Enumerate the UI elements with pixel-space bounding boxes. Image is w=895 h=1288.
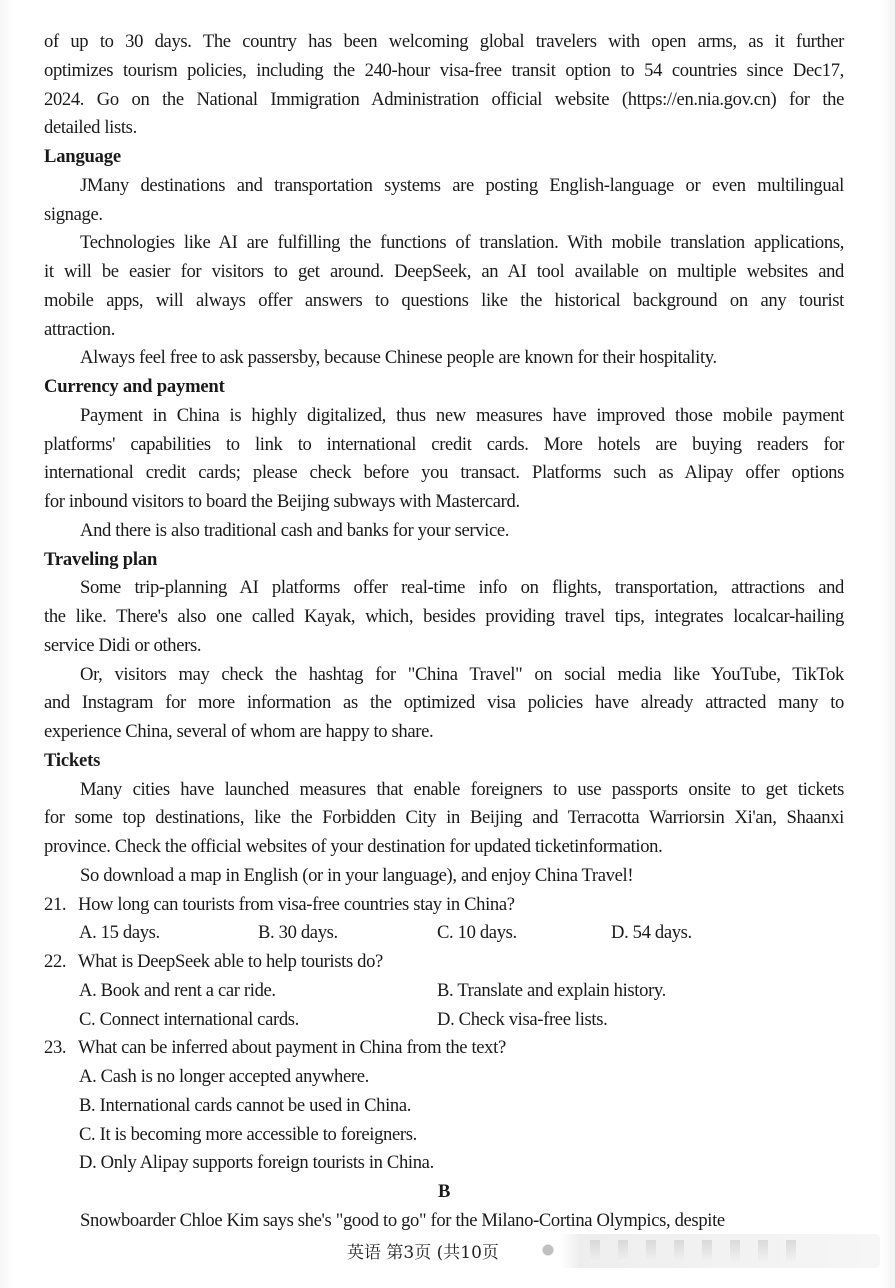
text-line: optimizes tourism policies, including the 240-hour visa-free transit option to 54 countries since Dec17, [44,59,844,81]
option-a[interactable]: A. Book and rent a car ride. [79,979,276,1001]
text-line: Or, visitors may check the hashtag for "China Travel" on social media like YouTube, TikTok [80,663,844,685]
question-21 [44,891,844,949]
text-line: JMany destinations and transportation systems are posting English-language or even multilingual [80,174,844,196]
options-row [44,919,844,948]
option-d[interactable]: D. 54 days. [611,922,692,944]
question-text: What can be inferred about payment in China from the text? [78,1037,506,1059]
option-c[interactable]: C. 10 days. [437,922,517,944]
option-a[interactable]: A. Cash is no longer accepted anywhere. [79,1066,369,1087]
text-line: So download a map in English (or in your language), and enjoy China Travel! [80,864,634,886]
text-line: signage. [44,203,103,225]
text-line: and Instagram for more information as the optimized visa policies have already attracted many to [44,692,844,714]
option-c[interactable]: C. Connect international cards. [79,1008,299,1030]
options-row [44,1006,844,1035]
section-tickets [44,747,844,891]
section-heading: Currency and payment [44,376,225,397]
question-23 [44,1034,844,1178]
option-c[interactable]: C. It is becoming more accessible to foreigners. [79,1123,417,1145]
text-line: Payment in China is highly digitalized, thus new measures have improved those mobile payment [80,404,844,426]
question-22 [44,948,844,1034]
question-text: How long can tourists from visa-free countries stay in China? [78,893,515,915]
question-number: 22. [44,951,67,972]
options-row [44,1092,844,1121]
options-row [44,1063,844,1092]
text-line: mobile apps, will always offer answers to questions like the historical background on any tourist [44,289,844,311]
page-content [44,28,844,1236]
options-row [44,977,844,1006]
text-line: for some top destinations, like the Forbidden City in Beijing and Terracotta Warriorsin Xi'an, Shaanxi [44,807,844,829]
text-line: international credit cards; please check before you transact. Platforms such as Alipay offer options [44,462,844,484]
options-row [44,1149,844,1178]
section-heading: Language [44,146,121,167]
text-line: 2024. Go on the National Immigration Administration official website (https://en.nia.gov.cn) for the [44,88,844,110]
section-traveling-plan [44,546,844,747]
section-heading: Tickets [44,749,101,771]
question-stem [44,948,844,977]
text-line: the like. There's also one called Kayak, which, besides providing travel tips, integrates localcar-hailing [44,606,844,627]
text-line: of up to 30 days. The country has been welcoming global travelers with open arms, as it further [44,31,844,52]
question-number: 23. [44,1037,67,1059]
text-line: it will be easier for visitors to get around. DeepSeek, an AI tool available on multiple websites and [44,261,844,282]
question-stem [44,891,844,920]
text-line: Technologies like AI are fulfilling the functions of translation. With mobile translation applications, [80,232,844,254]
text-line: Many cities have launched measures that enable foreigners to use passports onsite to get tickets [80,778,844,800]
question-stem [44,1034,844,1063]
text-line: province. Check the official websites of your destination for updated ticketinformation. [44,836,663,857]
question-number: 21. [44,893,67,915]
text-line: service Didi or others. [44,634,202,656]
section-currency-and-payment [44,373,844,546]
text-line: Some trip-planning AI platforms offer real-time info on flights, transportation, attractions and [80,577,844,599]
text-line: attraction. [44,318,116,340]
text-line: platforms' capabilities to link to international credit cards. More hotels are buying readers for [44,433,844,455]
text-line: And there is also traditional cash and banks for your service. [80,519,510,541]
question-text: What is DeepSeek able to help tourists do? [78,951,383,972]
text-line: for inbound visitors to board the Beijing subways with Mastercard. [44,491,520,512]
watermark-bars [590,1240,880,1262]
option-d[interactable]: D. Check visa-free lists. [437,1008,608,1030]
option-d[interactable]: D. Only Alipay supports foreign tourists in China. [79,1152,434,1174]
passage-b [44,1178,844,1236]
options-row [44,1121,844,1150]
page-number: 英语 第3页 (共10页 [347,1243,499,1263]
option-b[interactable]: B. International cards cannot be used in China. [79,1094,412,1116]
option-a[interactable]: A. 15 days. [79,922,160,944]
passage-label: B [437,1181,451,1202]
option-b[interactable]: B. 30 days. [258,922,338,944]
text-line: Always feel free to ask passersby, because Chinese people are known for their hospitality. [80,347,717,369]
option-b[interactable]: B. Translate and explain history. [437,979,666,1001]
text-line: experience China, several of whom are happy to share. [44,721,434,742]
section-language [44,143,844,373]
intro-paragraph [44,28,844,143]
section-heading: Traveling plan [44,548,158,570]
text-line: detailed lists. [44,117,137,139]
text-line: Snowboarder Chloe Kim says she's "good to go" for the Milano-Cortina Olympics, despite [80,1209,725,1231]
